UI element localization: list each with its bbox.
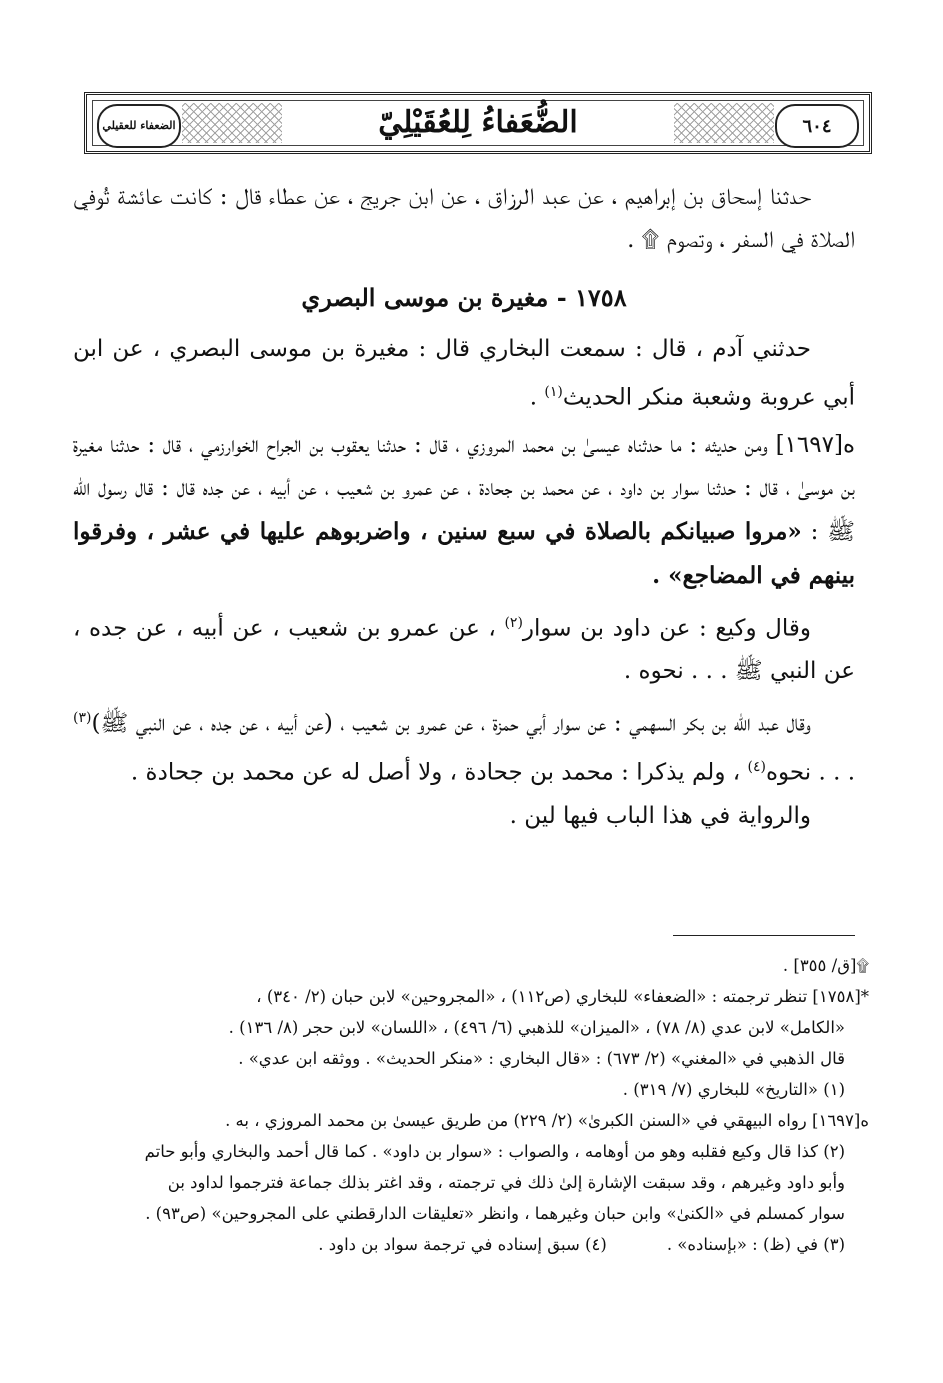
paragraph-4-b: ، عن عمرو بن شعيب ، عن أبيه ، عن جده ، عن النبي ﷺ . . . نحوه .: [73, 615, 855, 685]
footnotes: [69, 950, 869, 1260]
ornament-pattern-right: [674, 103, 774, 143]
footnote-line: وأبو داود وغيرهم ، وقد سبقت الإشارة إلىٰ ذلك في ترجمته ، وقد اغتر بذلك جماعة فترجموا لداود بن: [167, 1173, 845, 1192]
footnote-4: (٤) سبق إسناده في ترجمة سواد بن داود .: [318, 1235, 607, 1254]
hadith-text: «مروا صبيانكم بالصلاة في سبع سنين ، واضربوهم عليها في عشر ، وفرقوا بينهم في المضاجع» .: [73, 517, 855, 589]
paragraph-2-text: حدثني آدم ، قال : سمعت البخاري قال : مغيرة بن موسى البصري ، عن ابن أبي عروبة وشعبة منكر الحديث: [73, 336, 855, 411]
page-header: [84, 92, 872, 154]
ornament-pattern-left: [182, 103, 282, 143]
footnote-line: سوار كمسلم في «الكنىٰ» وابن حبان وغيرهما ، وانظر «تعليقات الدارقطني على المجروحين» (ص٩٣) .: [145, 1204, 845, 1223]
footnote-ref-2: (٢): [504, 614, 523, 631]
footnote-line: *[١٧٥٨] تنظر ترجمته : «الضعفاء» للبخاري (ص١١٢) ، «المجروحين» لابن حبان (٢/ ٣٤٠) ،: [256, 987, 869, 1006]
entry-heading: ١٧٥٨ - مغيرة بن موسى البصري: [301, 283, 627, 312]
paragraph-5: [73, 697, 855, 794]
paragraph-2: [73, 328, 855, 420]
footnote-3: (٣) في (ظ) : «بإسناده» .: [666, 1235, 845, 1254]
footnote-line: ه[١٦٩٧] رواه البيهقي في «السنن الكبرىٰ» (٢/ ٢٢٩) من طريق عيسىٰ بن محمد المروزي ، به .: [225, 1111, 869, 1130]
paragraph-1: حدثنا إسحاق بن إبراهيم ، عن عبد الرزاق ، عن ابن جريج ، عن عطاء قال : كانت عائشة تُوفي الصلاة في السفر ، وتصوم ۩ .: [73, 184, 855, 253]
paragraph-5-b: . . . نحوه: [765, 759, 855, 786]
page-number: ٦٠٤: [775, 104, 859, 148]
footnote-ref-1: (١): [544, 384, 563, 400]
footnote-line: قال الذهبي في «المغني» (٢/ ٦٧٣) : «قال البخاري : «منكر الحديث» . ووثقه ابن عدي» .: [238, 1049, 845, 1068]
paragraph-4-a: وقال وكيع : عن داود بن سوار: [522, 615, 811, 642]
footnote-divider: [673, 935, 855, 936]
paragraph-5-c: ، ولم يذكرا : محمد بن جحادة ، ولا أصل له عن محمد بن جحادة .: [130, 759, 748, 786]
main-text: [73, 176, 855, 838]
paragraph-5-a: وقال عبد الله بن بكر السهمي : عن سوار أبي حمزة ، عن عمرو بن شعيب ، (عن أبيه ، عن جده ، عن النبي ﷺ): [91, 710, 811, 737]
paragraph-2-end: .: [529, 384, 545, 411]
footnote-line: ۩[ق/ ٣٥٥] .: [782, 956, 869, 975]
paragraph-3: [73, 424, 855, 598]
footnote-line: (١) «التاريخ» للبخاري (٧/ ٣١٩) .: [622, 1080, 845, 1099]
footnote-ref-4: (٤): [747, 758, 766, 775]
paragraph-6: والرواية في هذا الباب فيها لين .: [509, 802, 811, 829]
header-ornament-badge: الضعفاء للعقيلي: [97, 104, 181, 148]
hadith-isnad: ه[١٦٩٧] ومن حديثه : ما حدثناه عيسىٰ بن محمد المروزي ، قال : حدثنا يعقوب بن الجراح الخوارزمي ، قال : حدثنا مغيرة بن موسىٰ ، قال : حدثنا سوار بن داود ، عن محمد بن جحادة ، عن عمرو بن شعيب ، عن أبيه ، عن جده قال : قال رسول الله ﷺ :: [73, 431, 855, 545]
footnote-line: (٢) كذا قال وكيع فقلبه وهو من أوهامه ، والصواب : «سوار بن داود» . كما قال أحمد والبخاري وأبو حاتم: [144, 1142, 845, 1161]
footnote-ref-3: (٣): [73, 710, 92, 727]
book-title: الضُّعَفاءُ لِلعُقَيْلِيّ: [287, 105, 669, 140]
footnote-line: «الكامل» لابن عدي (٨/ ٧٨) ، «الميزان» للذهبي (٦/ ٤٩٦) ، «اللسان» لابن حجر (٨/ ١٣٦) .: [228, 1018, 845, 1037]
footnote-line-pair: [69, 1229, 869, 1260]
paragraph-4: [73, 602, 855, 694]
